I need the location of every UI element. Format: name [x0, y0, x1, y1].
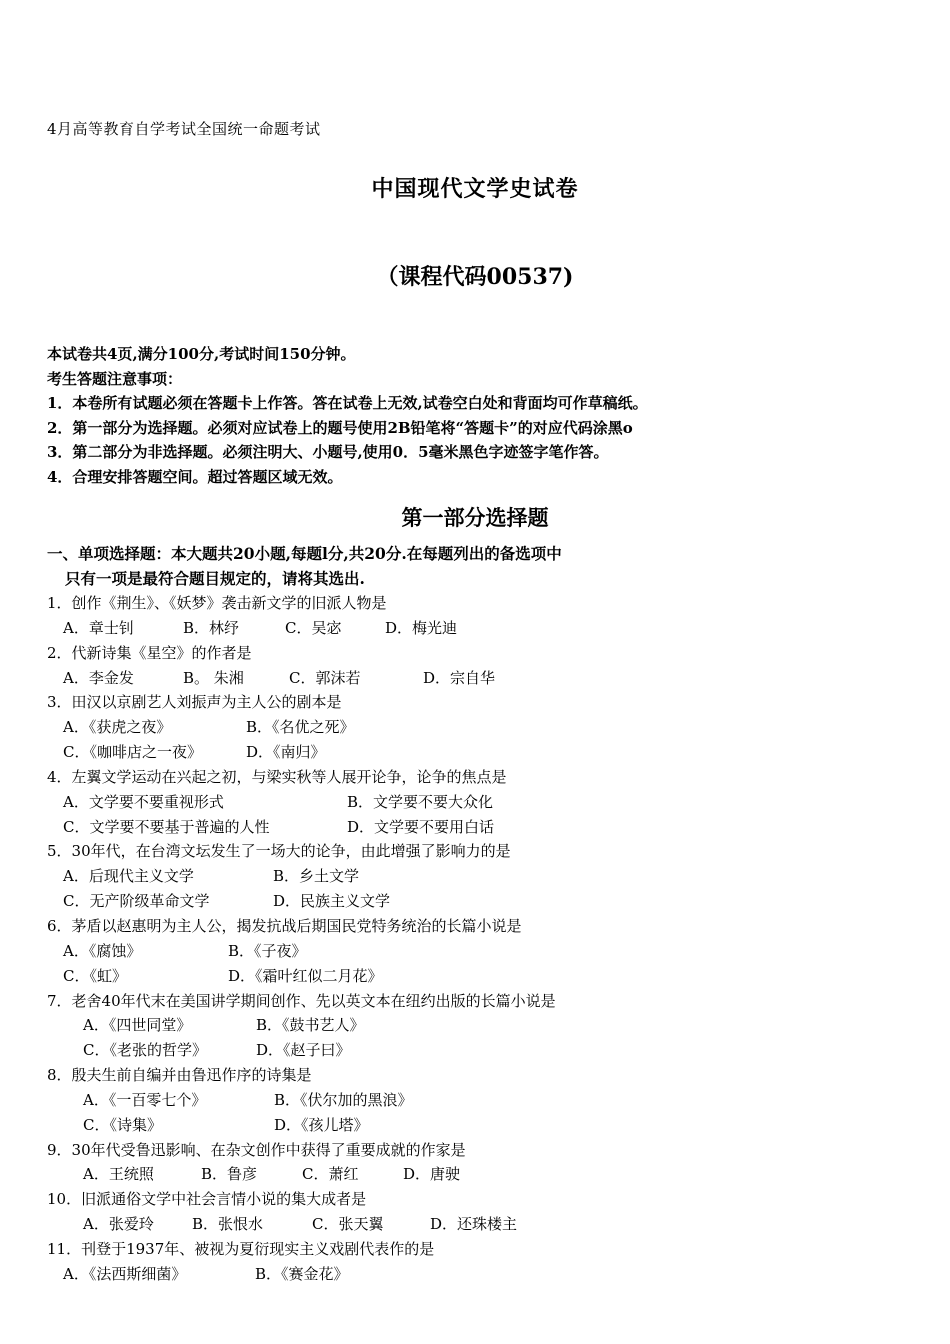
question-options-row — [47, 715, 556, 740]
answer-option: C．郭沫若 — [289, 668, 361, 687]
answer-option: A．《腐蚀》 — [63, 941, 142, 960]
question-stem: 10．旧派通俗文学中社会言情小说的集大成者是 — [47, 1190, 367, 1209]
exam-notes — [47, 342, 648, 489]
answer-option: B．《鼓书艺人》 — [256, 1016, 365, 1035]
answer-option: B．乡土文学 — [273, 867, 360, 886]
question-list — [47, 591, 556, 1287]
answer-option: B．《伏尔加的黑浪》 — [274, 1090, 413, 1109]
question-stem: 1．创作《荆生》、《妖梦》袭击新文学的旧派人物是 — [47, 594, 387, 612]
question-stem: 7．老舍40年代末在美国讲学期间创作、先以英文本在纽约出版的长篇小说是 — [47, 991, 556, 1010]
course-code: （课程代码00537) — [376, 264, 574, 290]
question-options-row — [47, 1262, 556, 1287]
answer-option: D．文学要不要用白话 — [347, 817, 495, 836]
answer-option: B．鲁彦 — [201, 1165, 258, 1184]
answer-option: A．《获虎之夜》 — [63, 718, 172, 737]
question-options-row — [47, 964, 556, 989]
question-stem: 9．30年代受鲁迅影响、在杂文创作中获得了重要成就的作家是 — [47, 1140, 466, 1159]
exam-header-line: 4月高等教育自学考试全国统一命题考试 — [47, 120, 321, 138]
question-options-row — [47, 1212, 556, 1237]
section-heading — [47, 541, 562, 591]
answer-option: A．《一百零七个》 — [83, 1090, 207, 1109]
question-options-row — [47, 864, 556, 889]
answer-option: D．民族主义文学 — [273, 892, 391, 911]
answer-option: D．《赵子曰》 — [256, 1041, 351, 1060]
answer-option: C．无产阶级革命文学 — [63, 892, 210, 911]
notes-line: 3．第二部分为非选择题。必须注明大、小题号,使用0．5毫米黑色字迹签字笔作答。 — [47, 443, 609, 461]
question-stem: 11．刊登于1937年、被视为夏衍现实主义戏剧代表作的是 — [47, 1239, 435, 1258]
answer-option: A．章士钊 — [63, 618, 134, 637]
answer-option: C．《诗集》 — [83, 1115, 162, 1134]
answer-option: C．《咖啡店之一夜》 — [63, 743, 202, 762]
notes-line: 本试卷共4页,满分100分,考试时间150分钟。 — [47, 345, 356, 363]
answer-option: A．《法西斯细菌》 — [63, 1264, 187, 1283]
question-options-row — [47, 1013, 556, 1038]
question-stem: 5．30年代，在台湾文坛发生了一场大的论争，由此增强了影响力的是 — [47, 842, 511, 861]
notes-line: 4．合理安排答题空间。超过答题区域无效。 — [47, 467, 343, 486]
answer-option: B。 朱湘 — [183, 668, 244, 687]
answer-option: D．唐驶 — [403, 1165, 461, 1184]
answer-option: C．文学要不要基于普遍的人性 — [63, 817, 270, 836]
notes-line: 1．本卷所有试题必须在答题卡上作答。答在试卷上无效,试卷空白处和背面均可作草稿纸。 — [47, 394, 648, 412]
answer-option: B．《赛金花》 — [255, 1264, 349, 1283]
question-options-row — [47, 790, 556, 815]
answer-option: A．后现代主义文学 — [63, 867, 194, 886]
question-options-row — [47, 1088, 556, 1113]
question-stem: 2．代新诗集《星空》的作者是 — [47, 643, 252, 662]
answer-option: B．《名优之死》 — [246, 718, 355, 737]
question-options-row — [47, 740, 556, 765]
question-options-row — [47, 1162, 556, 1187]
notes-line: 2．第一部分为选择题。必须对应试卷上的题号使用2B铅笔将“答题卡”的对应代码涂黑o — [47, 418, 633, 437]
answer-option: D．宗自华 — [423, 668, 496, 687]
question-stem: 8．殷夫生前自编并由鲁迅作序的诗集是 — [47, 1066, 312, 1085]
answer-option: C．萧红 — [302, 1165, 359, 1184]
answer-option: A．张爱玲 — [83, 1215, 154, 1234]
answer-option: B．张恨水 — [192, 1215, 264, 1234]
answer-option: A．李金发 — [63, 668, 134, 687]
answer-option: D．《孩儿塔》 — [274, 1115, 369, 1134]
answer-option: A．文学要不要重视形式 — [63, 792, 224, 811]
notes-line: 考生答题注意事项： — [47, 369, 183, 388]
question-options-row — [47, 616, 556, 641]
paper-title: 中国现代文学史试卷 — [371, 176, 579, 202]
answer-option: C．《老张的哲学》 — [83, 1041, 207, 1060]
answer-option: C．《虹》 — [63, 966, 127, 985]
question-stem: 3．田汉以京剧艺人刘振声为主人公的剧本是 — [47, 693, 342, 712]
question-options-row — [47, 1113, 556, 1138]
question-options-row — [47, 889, 556, 914]
question-options-row — [47, 666, 556, 691]
answer-option: D．还珠楼主 — [430, 1215, 518, 1234]
answer-option: C．张天翼 — [312, 1215, 384, 1234]
answer-option: D．《南归》 — [246, 743, 326, 762]
section-heading-line: 只有一项是最符合题目规定的，请将其选出. — [65, 569, 365, 588]
answer-option: B．《子夜》 — [228, 941, 307, 960]
part-title: 第一部分选择题 — [401, 505, 549, 530]
question-options-row — [47, 815, 556, 840]
answer-option: A．王统照 — [83, 1165, 154, 1184]
question-options-row — [47, 939, 556, 964]
question-stem: 6．茅盾以赵惠明为主人公，揭发抗战后期国民党特务统治的长篇小说是 — [47, 916, 522, 935]
answer-option: A．《四世同堂》 — [83, 1016, 192, 1035]
question-options-row — [47, 1038, 556, 1063]
question-stem: 4．左翼文学运动在兴起之初，与梁实秋等人展开论争，论争的焦点是 — [47, 767, 507, 786]
answer-option: D．梅光迪 — [385, 618, 458, 637]
section-heading-line: 一、单项选择题：本大题共20小题,每题l分,共20分.在每题列出的备选项中 — [47, 544, 562, 563]
answer-option: B．林纾 — [183, 618, 240, 637]
answer-option: C．吴宓 — [285, 618, 342, 637]
answer-option: D．《霜叶红似二月花》 — [228, 966, 383, 985]
answer-option: B．文学要不要大众化 — [347, 792, 494, 811]
